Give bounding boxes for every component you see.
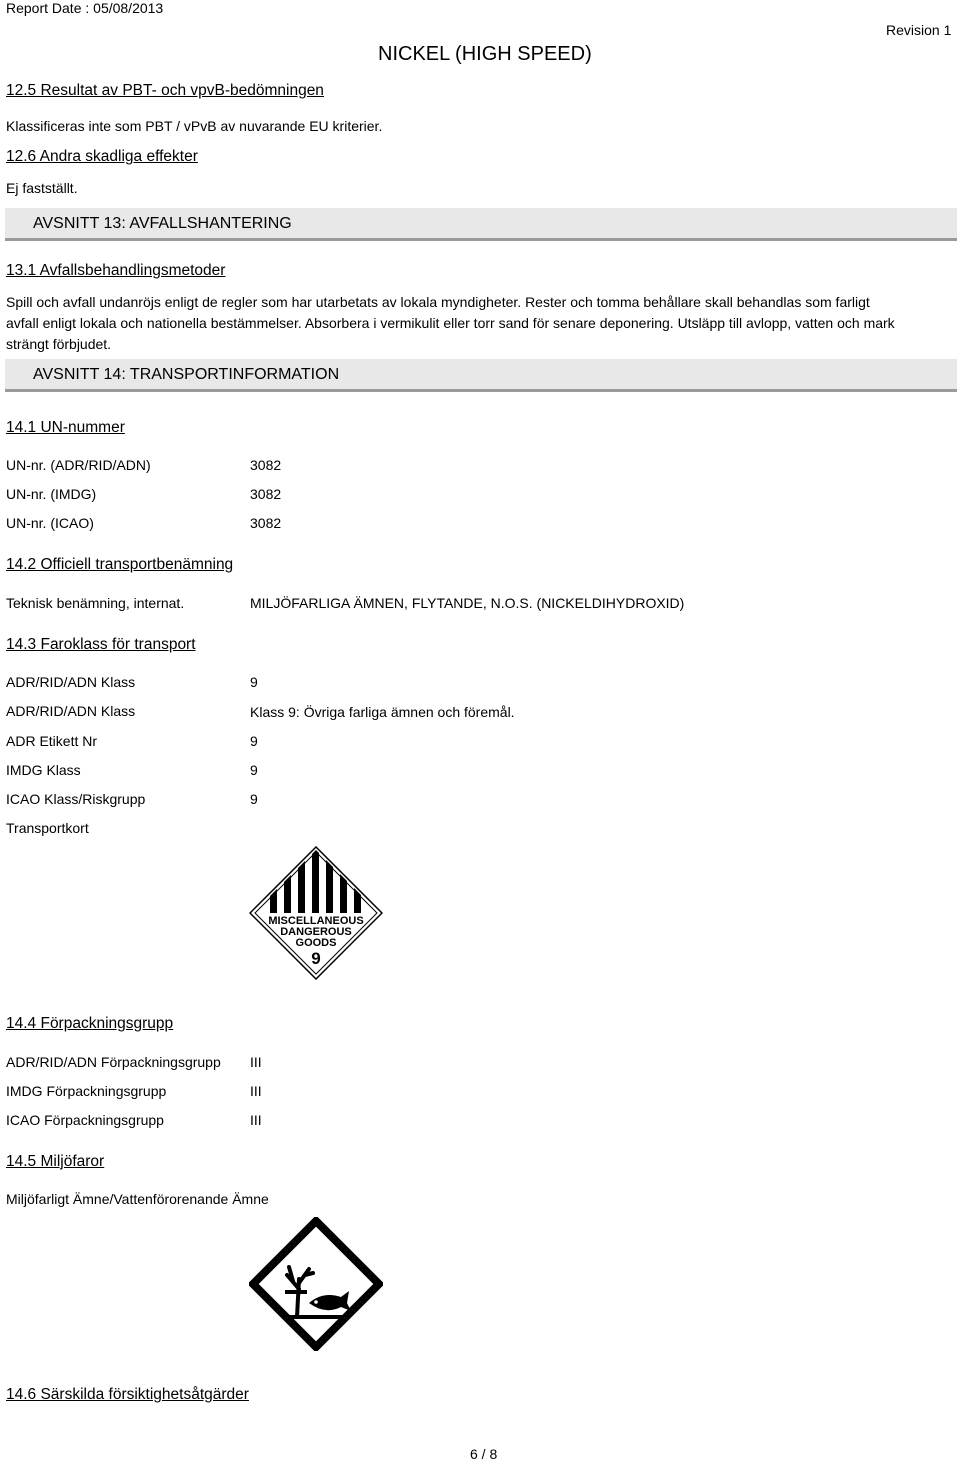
hazard-class-value-adr: 9 [250,674,258,690]
packing-group-value-imdg: III [250,1083,262,1099]
section-14-heading: AVSNITT 14: TRANSPORTINFORMATION [33,366,340,383]
page-number: 6 / 8 [470,1446,498,1462]
un-number-label-adr: UN-nr. (ADR/RID/ADN) [6,457,151,473]
packing-group-label-adr: ADR/RID/ADN Förpackningsgrupp [6,1054,221,1070]
hazard-class-value-imdg: 9 [250,762,258,778]
environmental-hazard-text: Miljöfarligt Ämne/Vattenförorenande Ämne [6,1191,269,1207]
class-9-label-line1: MISCELLANEOUS [268,915,364,927]
environmental-hazard-icon [249,1217,383,1351]
hazard-class-label-adr: ADR/RID/ADN Klass [6,674,136,690]
hazard-class-label-icao: ICAO Klass/Riskgrupp [6,791,146,807]
section-12-5-text: Klassificeras inte som PBT / vPvB av nuvarande EU kriterier. [6,118,383,134]
section-13-1-title: 13.1 Avfallsbehandlingsmetoder [6,262,226,279]
hazard-class-value-icao: 9 [250,791,258,807]
transport-card-label: Transportkort [6,820,89,836]
section-13-heading-band [5,208,957,241]
section-12-6-text: Ej fastställt. [6,180,78,196]
section-14-5-title: 14.5 Miljöfaror [6,1153,105,1170]
shipping-name-label: Teknisk benämning, internat. [6,595,185,611]
packing-group-label-imdg: IMDG Förpackningsgrupp [6,1083,167,1099]
report-date: Report Date : 05/08/2013 [6,0,164,16]
hazard-class-label-adr-desc: ADR/RID/ADN Klass [6,703,136,719]
hazard-label-label-adr: ADR Etikett Nr [6,733,98,749]
class-9-label-line3: GOODS [295,937,337,949]
un-number-label-icao: UN-nr. (ICAO) [6,515,94,531]
packing-group-value-icao: III [250,1112,262,1128]
packing-group-value-adr: III [250,1054,262,1070]
section-14-1-title: 14.1 UN-nummer [6,419,125,436]
section-14-2-title: 14.2 Officiell transportbenämning [6,556,234,573]
hazard-label-value-adr: 9 [250,733,258,749]
hazard-class-value-adr-desc: Klass 9: Övriga farliga ämnen och föremål. [250,704,515,720]
shipping-name-value: MILJÖFARLIGA ÄMNEN, FLYTANDE, N.O.S. (NICKELDIHYDROXID) [250,595,685,611]
packing-group-label-icao: ICAO Förpackningsgrupp [6,1112,164,1128]
un-number-value-icao: 3082 [250,515,282,531]
section-14-4-title: 14.4 Förpackningsgrupp [6,1015,174,1032]
section-14-heading-band [5,359,957,392]
un-number-label-imdg: UN-nr. (IMDG) [6,486,97,502]
class-9-label-number: 9 [311,949,321,968]
un-number-value-imdg: 3082 [250,486,282,502]
hazard-class-label-imdg: IMDG Klass [6,762,81,778]
class-9-label-line2: DANGEROUS [280,926,352,938]
section-13-1-paragraph: Spill och avfall undanröjs enligt de regler som har utarbetats av lokala myndigheter. Rester och tomma behållare skall behandlas som farligt avfall enligt lokala och nationella bestämmelser. Absorbera i vermikulit eller torr sand för senare deponering. Utsläpp till avlopp, vatten och mark strängt förbjudet. [6,294,895,352]
product-title: NICKEL (HIGH SPEED) [378,43,592,65]
revision-label: Revision 1 [886,22,952,38]
section-12-6-title: 12.6 Andra skadliga effekter [6,148,198,165]
section-14-3-title: 14.3 Faroklass för transport [6,636,196,653]
class-9-hazard-label-icon [249,846,383,980]
section-12-5-title: 12.5 Resultat av PBT- och vpvB-bedömningen [6,82,324,99]
un-number-value-adr: 3082 [250,457,282,473]
section-13-heading: AVSNITT 13: AVFALLSHANTERING [33,215,292,232]
section-14-6-title: 14.6 Särskilda försiktighetsåtgärder [6,1386,249,1403]
